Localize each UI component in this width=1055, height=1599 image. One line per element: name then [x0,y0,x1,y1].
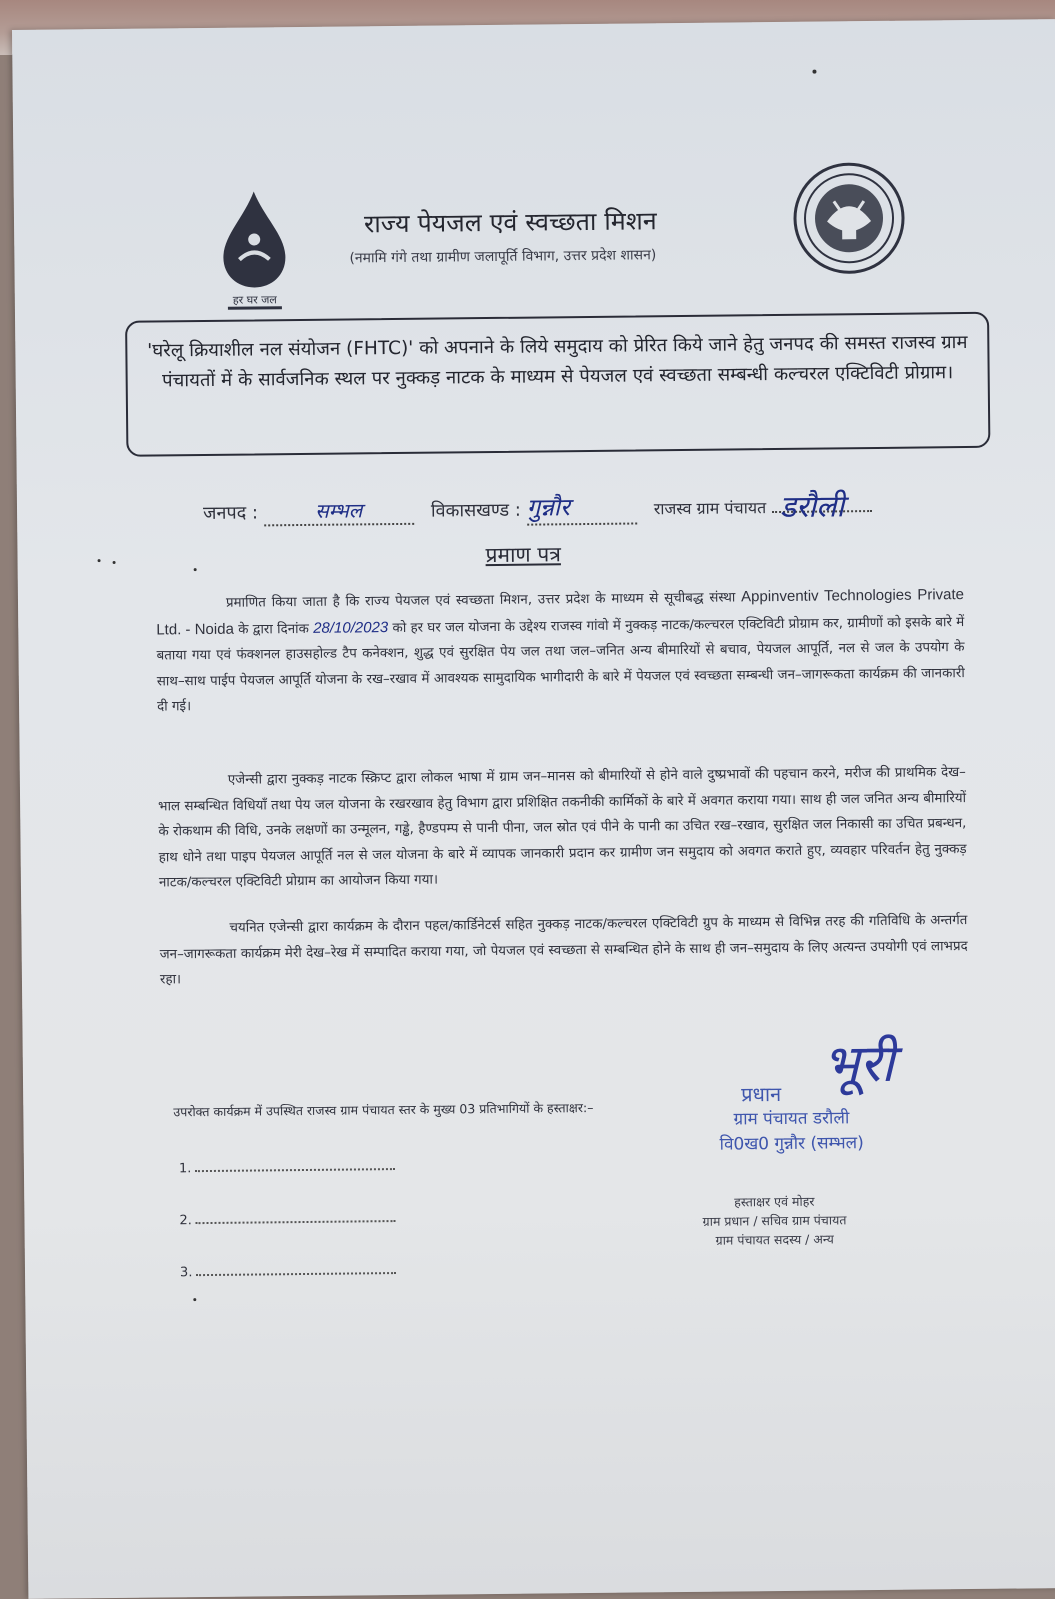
stamp-line-2: ग्राम पंचायत डरौली [733,1108,850,1130]
panchayat-value: डरौली [779,489,845,525]
stamp-line-3: वि0ख0 गुन्नौर (सम्भल) [719,1133,864,1155]
panchayat-field [772,489,872,525]
signature-block-line-1: हस्ताक्षर एवं मोहर [734,1193,815,1210]
district-label: जनपद : [202,502,259,525]
block-label: विकासखण्ड : [430,499,522,522]
attendee-number: 1. [178,1161,192,1177]
location-fields [203,487,872,529]
p2-text: एजेन्सी द्वारा नुक्कड़ नाटक स्क्रिप्ट द्वारा लोकल भाषा में ग्राम जन–मानस को बीमारियों से होने वाले दुष्प्रभावों की पहचान करने, मरीज की प्राथमिक देख–भाल सम्बन्धित विधियाँ तथा पेय जल योजना के रखरखाव हेतु विभाग द्वारा प्रशिक्षित तकनीकी कार्मिकों के बारे में अवगत कराया गया। साथ ही जल जनित अन्य बीमारियों के रोकथाम की विधि, उनके लक्षणों का उन्मूलन, गड्ढे, हैण्डपम्प से पानी पीना, जल स्रोत एवं पीने के पानी का उचित रख–रखाव, सुरक्षित जल निकासी का उचित प्रबन्धन, हाथ धोने तथा पाइप पेयजल आपूर्ति नल से जल योजना के बारे में व्यापक जानकारी प्रदान कर ग्रामीण जन समुदाय को अवगत कराते हुए, व्यवहार परिवर्तन हेतु नुक्कड़ नाटक/कल्चरल एक्टिविटी प्रोग्राम का आयोजन किया गया। [158,765,967,891]
program-date: 28/10/2023 [313,618,389,637]
paper-speck [194,568,197,571]
p3-text: चयनित एजेन्सी द्वारा कार्यक्रम के दौरान पहल/कार्डिनेटर्स सहित नुक्कड़ नाटक/कल्चरल एक्टिविटी ग्रुप के माध्यम से विभिन्न तरह की गतिविधि के अन्तर्गत जन–जागरूकता कार्यक्रम मेरी देख–रेख में सम्पादित कराया गया, जो पेयजल एवं स्वच्छता से सम्बन्धित होने के साथ ही जन–समुदाय के लिए अत्यन्त उपयोगी एवं लाभप्रद रहा। [159,913,968,988]
paragraph-1 [156,582,965,720]
company-name: Appinventiv Technologies Private Ltd. - Noida [156,586,965,639]
block-value: गुन्नौर [526,493,570,522]
program-title-text: 'घरेलू क्रियाशील नल संयोजन (FHTC)' को अपनाने के लिये समुदाय को प्रेरित किये जाने हेतु जनपद की समस्त राजस्व ग्राम पंचायतों में के सार्वजनिक स्थल पर नुक्कड़ नाटक के माध्यम से पेयजल एवं स्वच्छता सम्बन्धी कल्चरल एक्टिविटी प्रोग्राम। [147,332,968,392]
stamp-line-1: प्रधान [741,1082,782,1107]
attendee-line-3 [180,1263,397,1280]
block-field [526,489,636,525]
paragraph-2 [158,760,967,896]
attendee-number: 3. [179,1265,193,1281]
signature-block-line-2: ग्राम प्रधान / सचिव ग्राम पंचायत [702,1212,847,1229]
water-drop-logo-icon [209,187,300,313]
signature-block [654,1191,895,1251]
program-title-box [125,312,990,457]
paper-speck [812,70,816,74]
district-field [264,496,414,527]
certificate-sheet [12,19,1055,1599]
pradhan-stamp [691,1081,892,1158]
attendee-number: 2. [179,1213,192,1229]
district-value: सम्भल [315,498,363,523]
attendee-line-2 [179,1211,396,1228]
signature-block-line-3: ग्राम पंचायत सदस्य / अन्य [715,1231,834,1248]
paper-speck [98,559,101,562]
attendee-line-1 [179,1159,396,1176]
logo-caption: हर घर जल [232,293,277,307]
panchayat-label: राजस्व ग्राम पंचायत [653,498,767,519]
paper-speck [113,561,116,564]
p1-rest: को हर घर जल योजना के उद्देश्य राजस्व गांवो में नुक्कड़ नाटक/कल्चरल एक्टिविटी प्रोग्राम कर, ग्रामीणों को इसके बारे में बताया गया एवं फंक्शनल हाउसहोल्ड टैप कनेक्शन, शुद्ध एवं सुरक्षित पेय जल तथा जल–जनित अन्य बीमारियों से बचाव, पेयजल आपूर्ति, नल से जल के उपयोग के साथ–साथ पाईप पेयजल आपूर्ति योजना के रख–रखाव में आवश्यक सामुदायिक भागीदारी के बारे में पेयजल एवं स्वच्छता सम्बन्धी जन–जागरूकता कार्यक्रम की जानकारी दी गई। [156,614,965,715]
paper-speck [193,1298,196,1301]
mission-subtitle: (नमामि गंगे तथा ग्रामीण जलापूर्ति विभाग, उत्तर प्रदेश शासन) [349,247,657,267]
attendees-label: उपरोक्त कार्यक्रम में उपस्थित राजस्व ग्राम पंचायत स्तर के मुख्य 03 प्रतिभागियों के हस्ताक्षर:– [173,1099,594,1120]
mission-title: राज्य पेयजल एवं स्वच्छता मिशन [363,206,657,239]
p1-start: प्रमाणित किया जाता है कि राज्य पेयजल एवं स्वच्छता मिशन, उत्तर प्रदेश के माध्यम से सूचीबद्ध संस्था [225,590,736,611]
p1-date-label: के द्वारा दिनांक [238,621,309,638]
state-emblem-seal-icon [791,161,907,277]
paragraph-3 [159,908,968,993]
pradhan-signature: भूरी [822,1033,895,1095]
certificate-title: प्रमाण पत्र [485,542,561,568]
